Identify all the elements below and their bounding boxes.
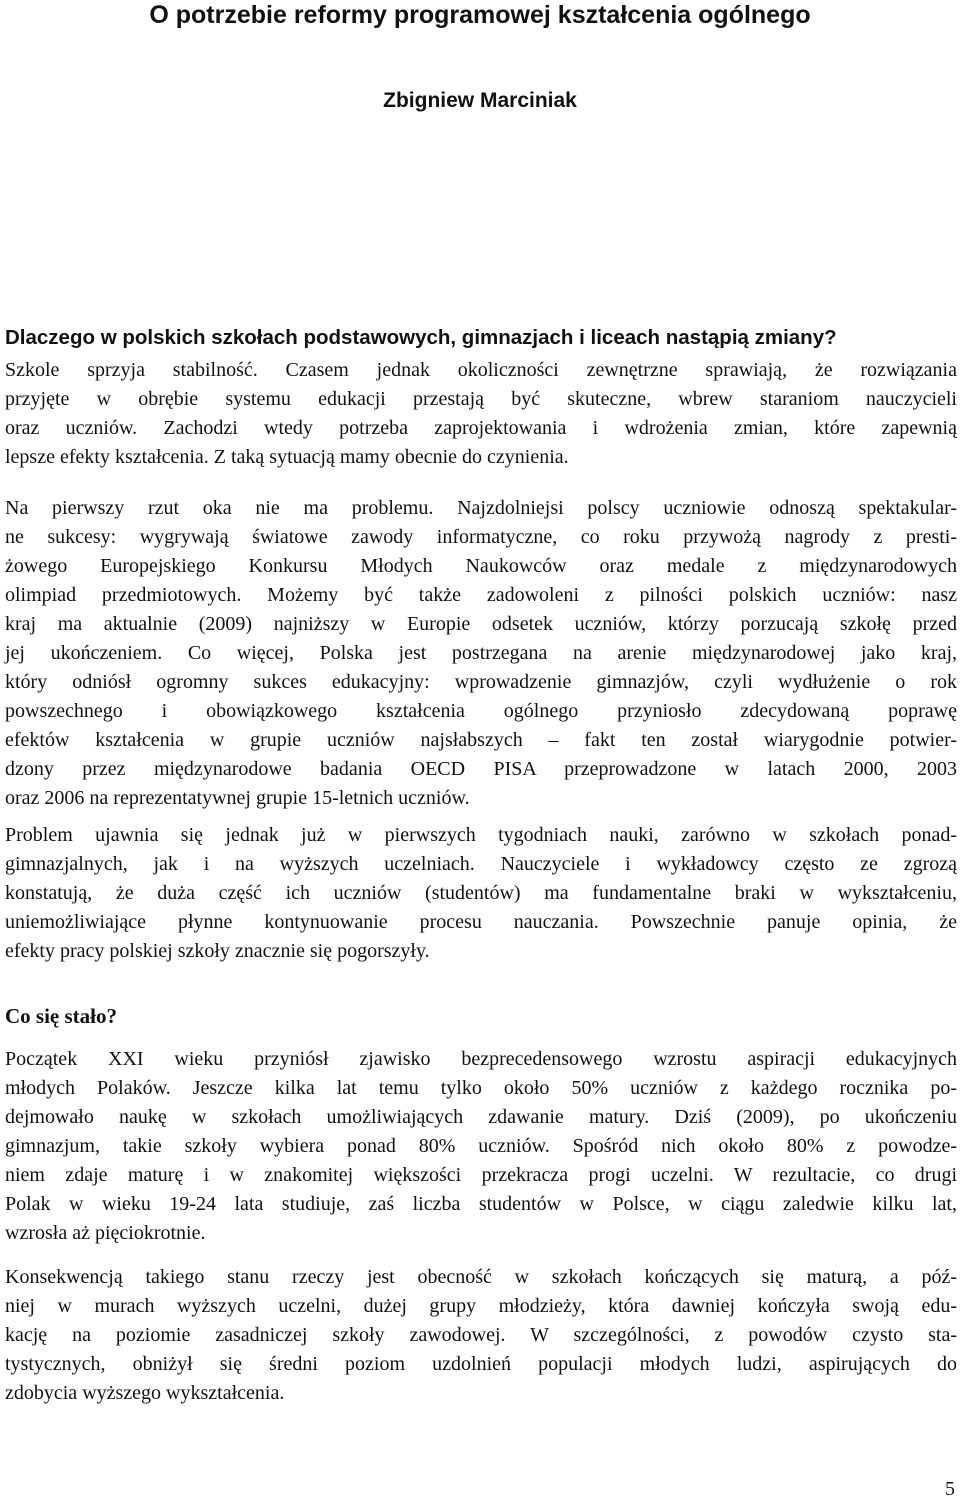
paragraph-line: który odniósł ogromny sukces edukacyjny: wprowadzenie gimnazjów, czyli wydłużenie o rok <box>5 671 957 693</box>
paragraph-line: jej ukończeniem. Co więcej, Polska jest postrzegana na arenie międzynarodowej jako kraj, <box>5 642 957 664</box>
section-heading: Co się stało? <box>5 1004 117 1028</box>
paragraph-line: Na pierwszy rzut oka nie ma problemu. Najzdolniejsi polscy uczniowie odnoszą spektakular- <box>5 497 957 519</box>
paragraph-line: oraz 2006 na reprezentatywnej grupie 15-letnich uczniów. <box>5 787 470 809</box>
paragraph <box>5 494 957 813</box>
paragraph <box>5 1045 957 1248</box>
author-name: Zbigniew Marciniak <box>383 89 577 112</box>
document-title: O potrzebie reformy programowej kształcenia ogólnego <box>149 1 811 29</box>
paragraph-line: dejmowało naukę w szkołach umożliwiających zdawanie matury. Dziś (2009), po ukończeniu <box>5 1106 957 1128</box>
paragraph-line: powszechnego i obowiązkowego kształcenia ogólnego przyniosło zdecydowaną poprawę <box>5 700 957 722</box>
paragraph-line: ne sukcesy: wygrywają światowe zawody informatyczne, co roku przywożą nagrody z presti- <box>5 526 957 548</box>
paragraph-line: zdobycia wyższego wykształcenia. <box>5 1382 285 1404</box>
paragraph-line: oraz uczniów. Zachodzi wtedy potrzeba zaprojektowania i wdrożenia zmian, które zapewnią <box>5 417 957 439</box>
paragraph <box>5 821 957 966</box>
paragraph-line: Początek XXI wieku przyniósł zjawisko bezprecedensowego wzrostu aspiracji edukacyjnych <box>5 1048 957 1070</box>
paragraph-line: żowego Europejskiego Konkursu Młodych Naukowców oraz medale z międzynarodowych <box>5 555 957 577</box>
paragraph-line: Szkole sprzyja stabilność. Czasem jednak okoliczności zewnętrzne sprawiają, że rozwiązania <box>5 359 957 381</box>
paragraph-line: efektów kształcenia w grupie uczniów najsłabszych – fakt ten został wiarygodnie potwier- <box>5 729 957 751</box>
paragraph-line: niem zdaje maturę i w znakomitej większości przekracza progi uczelni. W rezultacie, co drugi <box>5 1164 957 1186</box>
paragraph-line: uniemożliwiające płynne kontynuowanie procesu nauczania. Powszechnie panuje opinia, że <box>5 911 957 933</box>
paragraph-line: niej w murach wyższych uczelni, dużej grupy młodzieży, która dawniej kończyła swoją edu- <box>5 1295 957 1317</box>
question-heading: Dlaczego w polskich szkołach podstawowych, gimnazjach i liceach nastąpią zmiany? <box>5 326 837 349</box>
paragraph-line: olimpiad przedmiotowych. Możemy być także zadowoleni z pilności polskich uczniów: nasz <box>5 584 957 606</box>
paragraph-line: wzrosła aż pięciokrotnie. <box>5 1222 206 1244</box>
paragraph-line: Polak w wieku 19-24 lata studiuje, zaś liczba studentów w Polsce, w ciągu zaledwie kilku lat, <box>5 1193 957 1215</box>
paragraph-line: konstatują, że duża część ich uczniów (studentów) ma fundamentalne braki w wykształceniu, <box>5 882 957 904</box>
paragraph-line: gimnazjum, takie szkoły wybiera ponad 80% uczniów. Spośród nich około 80% z powodze- <box>5 1135 957 1157</box>
paragraph <box>5 1263 957 1408</box>
paragraph-line: przyjęte w obrębie systemu edukacji przestają być skuteczne, wbrew staraniom nauczycieli <box>5 388 957 410</box>
paragraph <box>5 356 957 472</box>
page-number: 5 <box>945 1478 955 1500</box>
paragraph-line: lepsze efekty kształcenia. Z taką sytuacją mamy obecnie do czynienia. <box>5 446 569 468</box>
paragraph-line: efekty pracy polskiej szkoły znacznie się pogorszyły. <box>5 940 430 962</box>
paragraph-line: kację na poziomie zasadniczej szkoły zawodowej. W szczególności, z powodów czysto sta- <box>5 1324 957 1346</box>
paragraph-line: Konsekwencją takiego stanu rzeczy jest obecność w szkołach kończących się maturą, a póź- <box>5 1266 957 1288</box>
paragraph-line: gimnazjalnych, jak i na wyższych uczelniach. Nauczyciele i wykładowcy często ze zgrozą <box>5 853 957 875</box>
paragraph-line: tystycznych, obniżył się średni poziom uzdolnień populacji młodych ludzi, aspirujących do <box>5 1353 957 1375</box>
paragraph-line: kraj ma aktualnie (2009) najniższy w Europie odsetek uczniów, którzy porzucają szkołę przed <box>5 613 957 635</box>
paragraph-line: dzony przez międzynarodowe badania OECD PISA przeprowadzone w latach 2000, 2003 <box>5 758 957 780</box>
paragraph-line: młodych Polaków. Jeszcze kilka lat temu tylko około 50% uczniów z każdego rocznika po- <box>5 1077 957 1099</box>
paragraph-line: Problem ujawnia się jednak już w pierwszych tygodniach nauki, zarówno w szkołach ponad- <box>5 824 957 846</box>
